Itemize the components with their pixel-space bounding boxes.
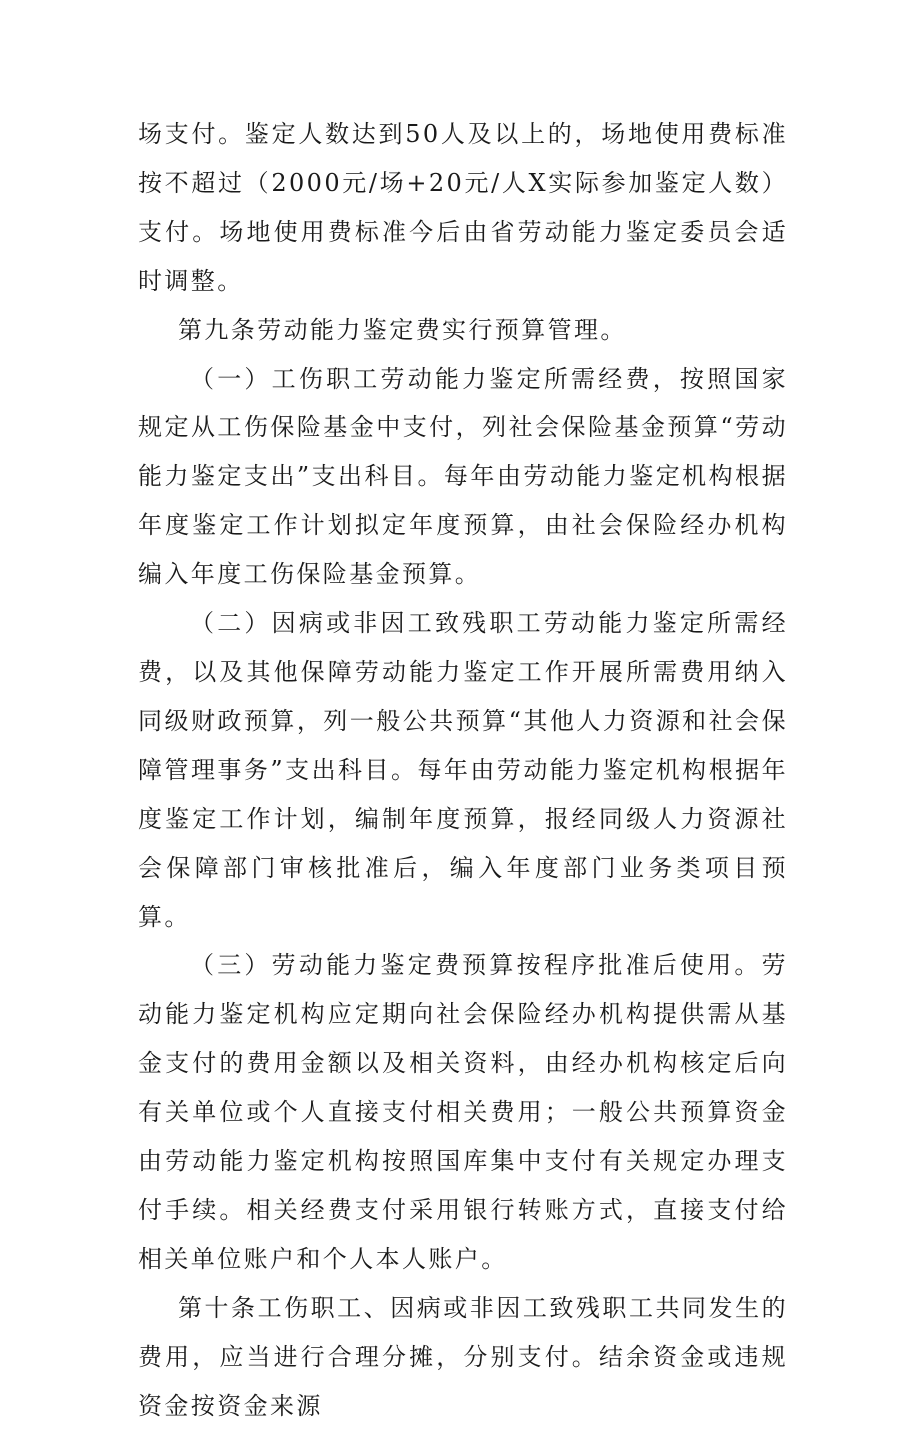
paragraph-article-10: 第十条工伤职工、因病或非因工致残职工共同发生的费用，应当进行合理分摊，分别支付。结余资金或违规资金按资金来源 — [138, 1293, 788, 1420]
paragraph-site-payment: 场支付。鉴定人数达到50人及以上的，场地使用费标准按不超过（2000元/场+20元/人X实际参加鉴定人数）支付。场地使用费标准今后由省劳动能力鉴定委员会适时调整。 — [138, 120, 788, 295]
paragraph-item-3: （三）劳动能力鉴定费预算按程序批准后使用。劳动能力鉴定机构应定期向社会保险经办机构提供需从基金支付的费用金额以及相关资料，由经办机构核定后向有关单位或个人直接支付相关费用；一般公共预算资金由劳动能力鉴定机构按照国库集中支付有关规定办理支付手续。相关经费支付采用银行转账方式，直接支付给相关单位账户和个人本人账户。 — [138, 951, 788, 1273]
paragraph-item-2: （二）因病或非因工致残职工劳动能力鉴定所需经费，以及其他保障劳动能力鉴定工作开展所需费用纳入同级财政预算，列一般公共预算“其他人力资源和社会保障管理事务”支出科目。每年由劳动能力鉴定机构根据年度鉴定工作计划，编制年度预算，报经同级人力资源社会保障部门审核批准后，编入年度部门业务类项目预算。 — [138, 609, 788, 931]
paragraph-item-1: （一）工伤职工劳动能力鉴定所需经费，按照国家规定从工伤保险基金中支付，列社会保险基金预算“劳动能力鉴定支出”支出科目。每年由劳动能力鉴定机构根据年度鉴定工作计划拟定年度预算，由社会保险经办机构编入年度工伤保险基金预算。 — [138, 364, 788, 589]
paragraph-article-9: 第九条劳动能力鉴定费实行预算管理。 — [178, 315, 627, 344]
document-body — [138, 110, 788, 1430]
